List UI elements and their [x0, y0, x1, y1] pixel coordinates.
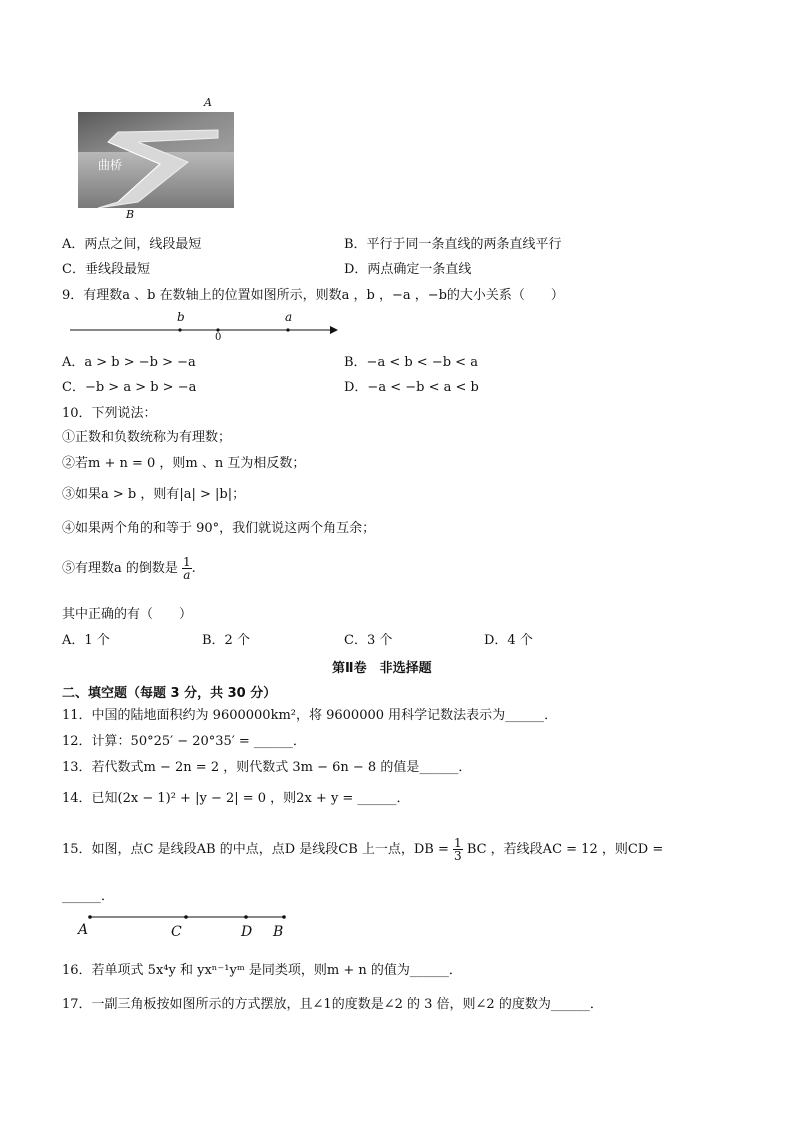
q10-item-5 — [62, 551, 196, 587]
q8-option-a: A．两点之间，线段最短 — [62, 237, 202, 252]
q9-option-d: D．−a < −b < a < b — [344, 380, 479, 395]
q10-fraction — [182, 556, 192, 581]
q15-part1: 15．如图，点C 是线段AB 的中点，点D 是线段CB 上一点，DB = — [62, 842, 449, 857]
q12: 12．计算：50°25′ − 20°35′ = ______． — [62, 734, 306, 749]
q9-option-b: B．−a < b < −b < a — [344, 355, 478, 370]
q13: 13．若代数式m − 2n = 2 ，则代数式 3m − 6n − 8 的值是______． — [62, 760, 472, 775]
q10-stem: 10．下列说法： — [62, 406, 157, 421]
axis-label-a: a — [285, 310, 293, 324]
segment-figure — [84, 910, 294, 924]
point-c: C — [171, 924, 182, 940]
q11: 11．中国的陆地面积约为 9600000km²，将 9600000 用科学记数法表示为______． — [62, 708, 558, 723]
q10-item-4: ④如果两个角的和等于 90°，我们就说这两个角互余； — [62, 521, 376, 536]
q10-option-c: C．3 个 — [344, 633, 393, 648]
photo-label-a: A — [204, 96, 212, 109]
q15-frac-num: 1 — [454, 836, 462, 850]
q8-option-c: C．垂线段最短 — [62, 262, 150, 277]
point-d: D — [241, 924, 253, 940]
q15-line1 — [62, 832, 663, 868]
q16: 16．若单项式 5x⁴y 和 yxⁿ⁻¹yᵐ 是同类项，则m + n 的值为______． — [62, 963, 462, 978]
point-a: A — [78, 922, 89, 938]
q15-frac-den: 3 — [454, 849, 462, 863]
q10-item-2: ②若m + n = 0 ，则m 、n 互为相反数； — [62, 456, 306, 471]
q10-option-b: B．2 个 — [202, 633, 250, 648]
bridge-photo — [78, 112, 234, 208]
photo-label-b: B — [126, 208, 135, 221]
q9-option-a: A．a > b > −b > −a — [62, 355, 196, 370]
q10-ask: 其中正确的有（ ） — [62, 607, 193, 622]
q10-frac-tail: . — [191, 561, 196, 576]
q10-item-5-text: ⑤有理数a 的倒数是 — [62, 561, 178, 576]
point-b: B — [273, 924, 284, 940]
photo-caption: 曲桥 — [98, 158, 123, 172]
q17: 17．一副三角板按如图所示的方式摆放，且∠1的度数是∠2 的 3 倍，则∠2 的度数为______． — [62, 997, 603, 1012]
section-fill-blank: 二、填空题（每题 3 分，共 30 分） — [62, 686, 277, 701]
q8-option-d: D．两点确定一条直线 — [344, 262, 472, 277]
q15-line2: ______． — [62, 889, 115, 904]
number-line — [66, 308, 346, 344]
q14: 14．已知(2x − 1)² + |y − 2| = 0 ，则2x + y = ______． — [62, 791, 410, 806]
part2-title: 第Ⅱ卷 非选择题 — [332, 661, 432, 676]
axis-label-b: b — [177, 310, 185, 324]
q8-option-b: B．平行于同一条直线的两条直线平行 — [344, 237, 562, 252]
q10-item-1: ①正数和负数统称为有理数； — [62, 430, 232, 445]
q10-item-3: ③如果a > b ，则有|a| > |b|； — [62, 487, 246, 502]
q10-frac-num: 1 — [183, 555, 191, 569]
q10-option-a: A．1 个 — [62, 633, 110, 648]
q10-option-d: D．4 个 — [484, 633, 533, 648]
q15-part2: BC ，若线段AC = 12 ，则CD = — [466, 842, 664, 857]
q9-option-c: C．−b > a > b > −a — [62, 380, 197, 395]
q15-fraction — [453, 837, 463, 862]
q10-frac-den: a — [183, 568, 191, 582]
q9-stem: 9．有理数a 、b 在数轴上的位置如图所示，则数a ，b ，−a ，−b的大小关系（ ） — [62, 288, 564, 303]
axis-label-zero: 0 — [215, 332, 222, 343]
